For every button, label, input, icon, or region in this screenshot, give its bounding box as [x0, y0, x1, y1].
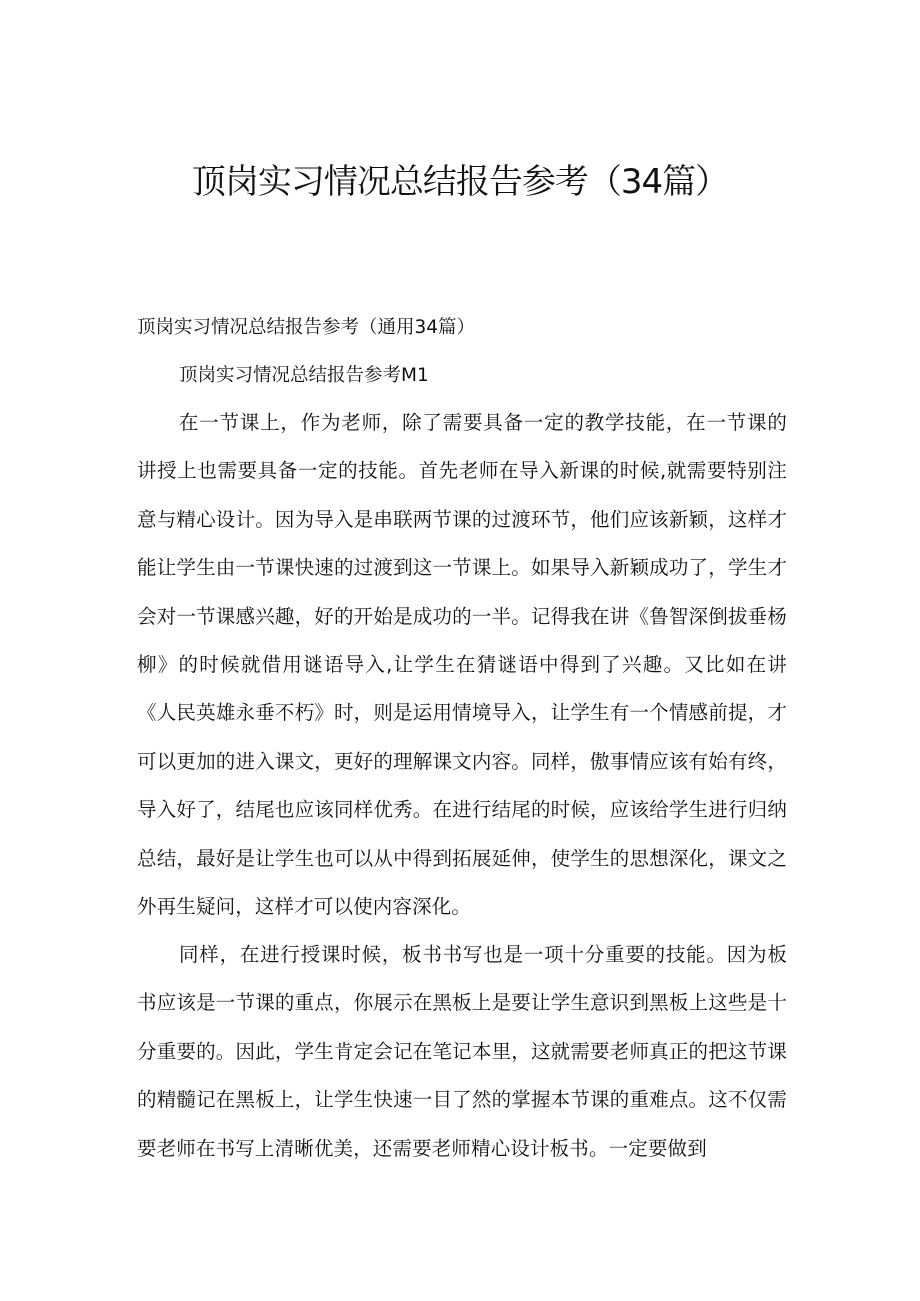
body-paragraph: 在一节课上，作为老师，除了需要具备一定的教学技能，在一节课的讲授上也需要具备一定的技能。首先老师在导入新课的时候,就需要特别注意与精心设计。因为导入是串联两节课的过渡环节，他们应该新颖，这样才能让学生由一节课快速的过渡到这一节课上。如果导入新颖成功了，学生才会对一节课感兴趣，好的开始是成功的一半。记得我在讲《鲁智深倒拔垂杨柳》的时候就借用谜语导入,让学生在猜谜语中得到了兴趣。又比如在讲《人民英雄永垂不朽》时，则是运用情境导入，让学生有一个情感前提，才可以更加的进入课文，更好的理解课文内容。同样，傲事情应该有始有终，导入好了，结尾也应该同样优秀。在进行结尾的时候，应该给学生进行归纳总结，最好是让学生也可以从中得到拓展延伸，使学生的思想深化，课文之外再生疑问，这样才可以使内容深化。: [137, 411, 787, 919]
section-heading: 顶岗实习情况总结报告参考M1: [179, 365, 429, 386]
document-title: 顶岗实习情况总结报告参考（34篇）: [191, 162, 729, 202]
document-subtitle: 顶岗实习情况总结报告参考（通用34篇）: [137, 317, 476, 338]
body-paragraph: 同样，在进行授课时候，板书书写也是一项十分重要的技能。因为板书应该是一节课的重点，你展示在黑板上是要让学生意识到黑板上这些是十分重要的。因此，学生肯定会记在笔记本里，这就需要老师真正的把这节课的精髓记在黑板上，让学生快速一目了然的掌握本节课的重难点。这不仅需要老师在书写上清晰优美，还需要老师精心设计板书。一定要做到: [137, 943, 787, 1160]
